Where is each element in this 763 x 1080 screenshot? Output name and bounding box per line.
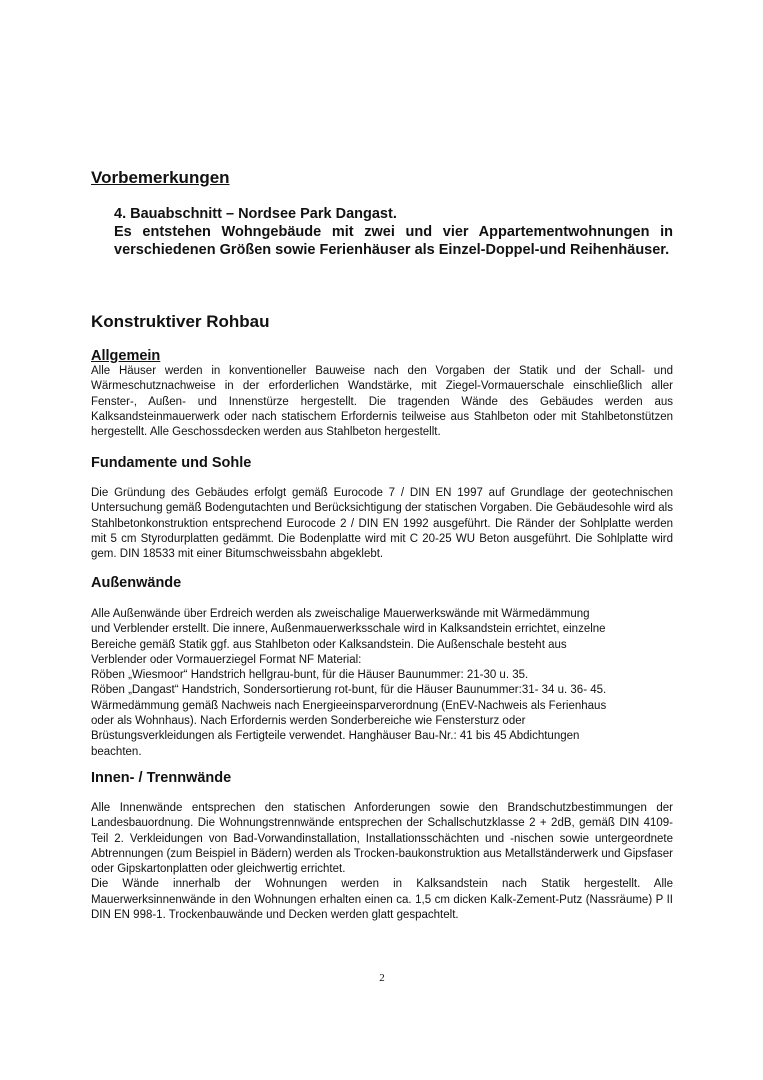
aussenwaende-heading: Außenwände [91,575,182,591]
allgemein-heading: Allgemein [91,348,161,364]
preface-intro [114,205,673,259]
innenwaende-text [91,801,673,923]
fundamente-heading: Fundamente und Sohle [91,455,252,471]
innenwaende-heading: Innen- / Trennwände [91,770,232,786]
fundamente-text: Die Gründung des Gebäudes erfolgt gemäß Eurocode 7 / DIN EN 1997 auf Grundlage der geotechnischen Untersuchung gemäß Bodengutachten und Berücksichtigung der statischen Vorgaben. Die Gebäudesohle wird als Stahlbetonkonstruktion entsprechend Eurocode 2 / DIN EN 1992 ausgeführt. Die Ränder der Sohlplatte werden mit 5 cm Styrodurplatten gedämmt. Die Bodenplatte wird mit C 20-25 WU Beton ausgeführt. Die Sohlplatte wird gem. DIN 18533 mit einer Bitumschweissbahn abgeklebt. [91,487,673,561]
page-number: 2 [379,972,385,984]
text-line: Röben „Dangast“ Handstrich, Sondersortierung rot-bunt, für die Häuser Baunummer:31- 34 u. 36- 45. [91,684,607,697]
innenwaende-paragraph-1: Alle Innenwände entsprechen den statischen Anforderungen sowie den Brandschutzbestimmungen der Landesbauordnung. Die Wohnungstrennwände entsprechen der Schallschutzklasse 2 + 2dB, gemäß DIN 4109-Teil 2. Verkleidungen von Bad-Vorwandinstallation, Installationsschächten und -nischen sowie untergeordnete Abtrennungen (zum Beispiel in Bädern) werden als Trocken-baukonstruktion aus Metallständerwerk und Gipsfaser oder Gipskartonplatten oder gleichwertig errichtet. [91,802,673,876]
text-line: Verblender oder Vormauerziegel Format NF Material: [91,653,362,666]
preface-heading: Vorbemerkungen [91,168,230,187]
text-line: oder als Wohnhaus). Nach Erfordernis werden Sonderbereiche wie Fenstersturz oder [91,715,526,728]
preface-body: Es entstehen Wohngebäude mit zwei und vier Appartementwohnungen in verschiedenen Größen sowie Ferienhäuser als Einzel-Doppel-und Reihenhäuser. [114,224,673,258]
section-line: 4. Bauabschnitt – Nordsee Park Dangast. [114,206,397,222]
text-line: Wärmedämmung gemäß Nachweis nach Energieeinsparverordnung (EnEV-Nachweis als Ferienhaus [91,699,607,712]
aussenwaende-text [91,607,651,760]
allgemein-text: Alle Häuser werden in konventioneller Bauweise nach den Vorgaben der Statik und der Schall- und Wärmeschutznachweise in der erforderlichen Wandstärke, mit Ziegel-Vormauerschale einschließlich aller Fenster-, Außen- und Innenstürze hergestellt. Die tragenden Wände des Gebäudes werden aus Kalksandsteinmauerwerk oder nach statischem Erfordernis teilweise aus Stahlbeton oder mit Stahlbetonstützen hergestellt. Alle Geschossdecken werden aus Stahlbeton hergestellt. [91,365,673,439]
text-line: Röben „Wiesmoor“ Handstrich hellgrau-bunt, für die Häuser Baunummer: 21-30 u. 35. [91,669,529,682]
text-line: beachten. [91,745,142,758]
text-line: und Verblender erstellt. Die innere, Außenmauerwerksschale wird in Kalksandstein errichtet, einzelne [91,623,606,636]
rohbau-heading: Konstruktiver Rohbau [91,312,270,331]
document-page [91,0,673,1080]
text-line: Alle Außenwände über Erdreich werden als zweischalige Mauerwerkswände mit Wärmedämmung [91,608,590,620]
innenwaende-paragraph-2: Die Wände innerhalb der Wohnungen werden in Kalksandstein nach Statik hergestellt. Alle Mauerwerksinnenwände in den Wohnungen erhalten einen ca. 1,5 cm dicken Kalk-Zement-Putz (Nassräume) P II DIN EN 998-1. Trockenbauwände und Decken werden glatt gespachtelt. [91,878,673,922]
text-line: Bereiche gemäß Statik ggf. aus Stahlbeton oder Kalksandstein. Die Außenschale besteht aus [91,638,567,651]
text-line: Brüstungsverkleidungen als Fertigteile verwendet. Hanghäuser Bau-Nr.: 41 bis 45 Abdichtungen [91,730,580,743]
